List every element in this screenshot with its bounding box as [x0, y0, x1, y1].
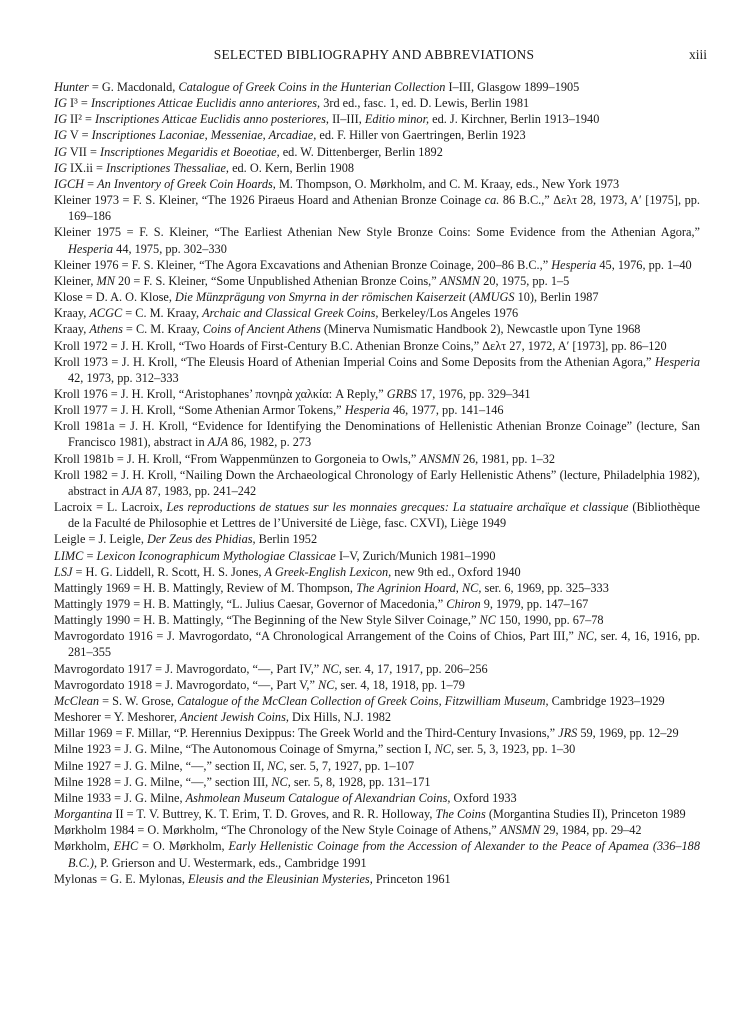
entry-text: Berlin 1952 — [255, 532, 318, 547]
running-head — [0, 44, 748, 64]
entry-italic-text: Hesperia — [551, 257, 597, 272]
entry-italic-text: The Coins — [435, 807, 486, 822]
entry-text: I–V, Zurich/Munich 1981–1990 — [335, 548, 496, 563]
entry-italic-text: IGCH — [54, 176, 85, 191]
bibliography-entry — [54, 354, 700, 386]
bibliography-entry — [54, 564, 700, 580]
entry-text: 44, 1975, pp. 302–330 — [113, 241, 227, 256]
bibliography-entry — [54, 499, 700, 531]
entry-text: 86 B.C.,” Δελτ 28, 1973, Α′ [1975], pp. 169–186 — [68, 193, 700, 224]
entry-text: Klose = D. A. O. Klose, — [54, 290, 176, 305]
entry-text: II = T. V. Buttrey, K. T. Erim, T. D. Groves, and R. R. Holloway, — [112, 807, 436, 822]
bibliography-entry — [54, 725, 700, 741]
page-title: SELECTED BIBLIOGRAPHY AND ABBREVIATIONS — [213, 47, 535, 62]
entry-text: Mavrogordato 1916 = J. Mavrogordato, “A Chronological Arrangement of the Coins of Chios, Part III,” — [54, 629, 578, 644]
entry-italic-text: Hesperia — [654, 354, 700, 369]
entry-text: VII = — [66, 144, 100, 159]
entry-text: Kleiner 1973 = F. S. Kleiner, “The 1926 Piraeus Hoard and Athenian Bronze Coinage — [54, 193, 485, 208]
entry-italic-text: IG — [54, 96, 67, 111]
entry-text: ed. W. Dittenberger, Berlin 1892 — [279, 144, 443, 159]
entry-text: M. Thompson, O. Mørkholm, and C. M. Kraay, eds., New York 1973 — [275, 176, 620, 191]
bibliography-entry — [54, 79, 700, 95]
bibliography-entry — [54, 548, 700, 564]
entry-italic-text: Morgantina — [54, 807, 113, 822]
entry-text: V = — [66, 128, 92, 143]
entry-text: ed. O. Kern, Berlin 1908 — [229, 160, 354, 175]
entry-text: ser. 5, 8, 1928, pp. 131–171 — [290, 774, 431, 789]
entry-text: ser. 6, 1969, pp. 325–333 — [481, 580, 609, 595]
entry-italic-text: Catalogue of Greek Coins in the Hunterian Collection — [178, 80, 446, 94]
entry-italic-text: Inscriptiones Thessaliae, — [106, 160, 229, 175]
bibliography-entry — [54, 192, 700, 224]
entry-italic-text: ANSMN — [419, 451, 460, 466]
bibliography-entry — [54, 596, 700, 612]
entry-text: Mørkholm 1984 = O. Mørkholm, “The Chronology of the New Style Coinage of Athens,” — [54, 823, 500, 838]
entry-italic-text: IG — [54, 144, 67, 159]
bibliography-entry — [54, 806, 700, 822]
entry-italic-text: Les reproductions de statues sur les monnaies grecques: La statuaire archaïque et classique — [166, 500, 629, 515]
entry-text: Oxford 1933 — [450, 790, 517, 805]
entry-text: = C. M. Kraay, — [122, 322, 203, 337]
entry-text: 3rd ed., fasc. 1, ed. D. Lewis, Berlin 1981 — [320, 96, 530, 111]
bibliography-entry — [54, 127, 700, 143]
entry-italic-text: Coins of Ancient Athens — [202, 322, 321, 337]
bibliography-entry — [54, 467, 700, 499]
entry-text: Kleiner, — [54, 273, 97, 288]
entry-text: ed. J. Kirchner, Berlin 1913–1940 — [429, 112, 600, 127]
bibliography-entry — [54, 338, 700, 354]
bibliography-entry — [54, 709, 700, 725]
entry-text: 42, 1973, pp. 312–333 — [68, 370, 179, 385]
entry-text: Kraay, — [54, 322, 90, 337]
bibliography-entry — [54, 257, 700, 273]
entry-text: I³ = — [66, 96, 91, 111]
entry-italic-text: NC, — [577, 629, 598, 644]
entry-text: Milne 1923 = J. G. Milne, “The Autonomous Coinage of Smyrna,” section I, — [54, 742, 435, 757]
entry-text: 20, 1975, pp. 1–5 — [480, 273, 570, 288]
entry-italic-text: LSJ — [54, 564, 73, 579]
bibliography-entry — [54, 531, 700, 547]
entry-italic-text: Catalogue of the McClean Collection of Greek Coins, Fitzwilliam Museum, — [177, 693, 549, 708]
entry-italic-text: NC, — [267, 758, 287, 773]
entry-italic-text: NC — [479, 613, 496, 628]
bibliography-entry — [54, 790, 700, 806]
entry-italic-text: IG — [54, 128, 67, 143]
entry-text: Kleiner 1975 = F. S. Kleiner, “The Earliest Athenian New Style Bronze Coins: Some Evidence from the Athenian Agora,” — [54, 225, 700, 240]
bibliography-entry — [54, 111, 700, 127]
entry-text: Kroll 1973 = J. H. Kroll, “The Eleusis Hoard of Athenian Imperial Coins and Some Deposits from the Athenian Agora,” — [54, 354, 655, 369]
entry-text: IX.ii = — [66, 160, 107, 175]
entry-text: P. Grierson and U. Westermark, eds., Cambridge 1991 — [97, 855, 367, 870]
entry-italic-text: Inscriptiones Megaridis et Boeotiae, — [100, 144, 280, 159]
entry-italic-text: Chiron — [446, 597, 481, 611]
bibliography-entry — [54, 224, 700, 256]
bibliography-list — [54, 79, 700, 887]
entry-italic-text: Hesperia — [68, 241, 114, 256]
entry-italic-text: A Greek-English Lexicon, — [264, 564, 392, 579]
bibliography-entry — [54, 822, 700, 838]
entry-italic-text: Early Hellenistic Coinage from the Accession of Alexander to the Peace of Apamea (336–188 B.C.), — [68, 839, 700, 870]
bibliography-entry — [54, 838, 700, 870]
entry-text: = C. M. Kraay, — [122, 306, 203, 321]
bibliography-entry — [54, 741, 700, 757]
bibliography-entry — [54, 402, 700, 418]
entry-italic-text: ANSMN — [499, 823, 541, 838]
entry-text: = — [83, 548, 97, 563]
entry-italic-text: NC, — [322, 661, 342, 676]
entry-italic-text: LIMC — [54, 548, 84, 563]
entry-text: = O. Mørkholm, — [138, 839, 229, 854]
entry-text: Kraay, — [54, 306, 90, 321]
entry-italic-text: Lexicon Iconographicum Mythologiae Classicae — [96, 548, 336, 563]
entry-text: Milne 1927 = J. G. Milne, “—,” section II, — [54, 758, 268, 773]
entry-text: 87, 1983, pp. 241–242 — [142, 483, 257, 498]
entry-text: 29, 1984, pp. 29–42 — [540, 823, 642, 838]
bibliography-entry — [54, 628, 700, 660]
entry-text: Princeton 1961 — [372, 871, 451, 886]
bibliography-entry — [54, 693, 700, 709]
entry-text: ser. 5, 7, 1927, pp. 1–107 — [286, 758, 415, 773]
entry-text: ser. 4, 18, 1918, pp. 1–79 — [337, 677, 465, 692]
entry-italic-text: Der Zeus des Phidias, — [146, 532, 256, 547]
entry-text: 59, 1969, pp. 12–29 — [577, 726, 679, 741]
entry-italic-text: NC, — [318, 677, 338, 692]
entry-italic-text: Ancient Jewish Coins, — [179, 710, 289, 725]
entry-text: Kroll 1981b = J. H. Kroll, “From Wappenmünzen to Gorgoneia to Owls,” — [54, 451, 420, 466]
entry-text: 9, 1979, pp. 147–167 — [480, 597, 589, 611]
entry-italic-text: IG — [54, 112, 67, 127]
entry-text: Mattingly 1990 = H. B. Mattingly, “The Beginning of the New Style Silver Coinage,” — [54, 613, 480, 628]
entry-text: (Morgantina Studies II), Princeton 1989 — [485, 807, 686, 822]
entry-text: Dix Hills, N.J. 1982 — [288, 710, 392, 725]
entry-text: Berkeley/Los Angeles 1976 — [378, 306, 519, 321]
entry-italic-text: Eleusis and the Eleusinian Mysteries, — [188, 871, 373, 886]
bibliography-entry — [54, 661, 700, 677]
entry-text: Lacroix = L. Lacroix, — [54, 500, 167, 515]
entry-italic-text: EHC — [113, 839, 139, 854]
entry-italic-text: MN — [96, 273, 115, 288]
bibliography-entry — [54, 321, 700, 337]
entry-text: = — [84, 176, 98, 191]
entry-text: (Bibliothèque de la Faculté de Philosophie et Lettres de l’Université de Liège, fasc. CXVI), Liège 1949 — [68, 500, 700, 531]
entry-text: Mavrogordato 1917 = J. Mavrogordato, “—, Part IV,” — [54, 661, 323, 676]
entry-italic-text: Archaic and Classical Greek Coins, — [202, 306, 379, 321]
entry-text: Millar 1969 = F. Millar, “P. Herennius Dexippus: The Greek World and the Third-Century Invasions,” — [54, 726, 559, 741]
entry-italic-text: AJA — [121, 483, 143, 498]
entry-text: Mylonas = G. E. Mylonas, — [54, 871, 188, 886]
entry-text: Mavrogordato 1918 = J. Mavrogordato, “—, Part V,” — [54, 677, 318, 692]
entry-italic-text: Hunter — [54, 80, 89, 94]
entry-text: Mattingly 1969 = H. B. Mattingly, Review of M. Thompson, — [54, 580, 357, 595]
entry-text: ser. 4, 16, 1916, pp. 281–355 — [68, 629, 700, 660]
entry-text: ( — [465, 290, 473, 305]
entry-text: new 9th ed., Oxford 1940 — [391, 564, 521, 579]
entry-text: Mattingly 1979 = H. B. Mattingly, “L. Julius Caesar, Governor of Macedonia,” — [54, 597, 447, 611]
entry-text: Meshorer = Y. Meshorer, — [54, 710, 180, 725]
entry-italic-text: Athens — [89, 322, 123, 337]
entry-italic-text: ca. — [484, 193, 500, 208]
bibliography-entry — [54, 677, 700, 693]
entry-text: = S. W. Grose, — [99, 693, 178, 708]
bibliography-entry — [54, 176, 700, 192]
bibliography-entry — [54, 758, 700, 774]
entry-italic-text: Die Münzprägung von Smyrna in der römischen Kaiserzeit — [175, 290, 466, 305]
entry-text: = H. G. Liddell, R. Scott, H. S. Jones, — [72, 564, 265, 579]
entry-text: Leigle = J. Leigle, — [54, 532, 147, 547]
bibliography-entry — [54, 273, 700, 289]
page-number: xiii — [688, 47, 707, 62]
entry-text: Mørkholm, — [54, 839, 114, 854]
entry-text: Kroll 1976 = J. H. Kroll, “Aristophanes’ πονηρὰ χαλκία: A Reply,” — [54, 386, 387, 401]
entry-italic-text: NC, — [434, 742, 455, 757]
entry-text: I–III, Glasgow 1899–1905 — [445, 80, 580, 94]
entry-italic-text: McClean — [54, 693, 100, 708]
entry-italic-text: AMUGS — [472, 290, 515, 305]
entry-text: II² = — [66, 112, 96, 127]
entry-text: Kroll 1982 = J. H. Kroll, “Nailing Down the Archaeological Chronology of Early Hellenistic Athens” (lecture, Philadelphia 1982), abstract in — [54, 467, 700, 498]
entry-italic-text: Inscriptiones Atticae Euclidis anno anteriores, — [90, 96, 321, 111]
entry-text: ed. F. Hiller von Gaertringen, Berlin 1923 — [316, 128, 526, 143]
entry-italic-text: AJA — [207, 435, 229, 450]
entry-text: Kleiner 1976 = F. S. Kleiner, “The Agora Excavations and Athenian Bronze Coinage, 200–86 B.C.,” — [54, 257, 552, 272]
entry-text: = G. Macdonald, — [88, 80, 179, 94]
bibliography-entry — [54, 580, 700, 596]
entry-text: II–III, — [329, 112, 365, 127]
entry-italic-text: Inscriptiones Laconiae, Messeniae, Arcadiae, — [91, 128, 317, 143]
bibliography-entry — [54, 451, 700, 467]
entry-italic-text: An Inventory of Greek Coin Hoards, — [97, 176, 276, 191]
entry-italic-text: Ashmolean Museum Catalogue of Alexandrian Coins, — [185, 790, 451, 805]
entry-text: 17, 1976, pp. 329–341 — [416, 386, 531, 401]
entry-text: 86, 1982, p. 273 — [228, 435, 312, 450]
entry-text: Kroll 1981a = J. H. Kroll, “Evidence for Identifying the Denominations of Hellenistic Athenian Bronze Coinage” (lecture, San Francisco 1981), abstract in — [54, 419, 700, 450]
entry-text: Cambridge 1923–1929 — [548, 693, 665, 708]
entry-italic-text: Hesperia — [344, 403, 390, 418]
entry-text: Milne 1928 = J. G. Milne, “—,” section III, — [54, 774, 272, 789]
entry-text: ser. 5, 3, 1923, pp. 1–30 — [454, 742, 576, 757]
bibliography-entry — [54, 144, 700, 160]
bibliography-entry — [54, 289, 700, 305]
entry-italic-text: ACGC — [89, 306, 123, 321]
bibliography-entry — [54, 386, 700, 402]
bibliography-entry — [54, 95, 700, 111]
entry-italic-text: The Agrinion Hoard, NC, — [356, 580, 482, 595]
entry-text: Kroll 1977 = J. H. Kroll, “Some Athenian Armor Tokens,” — [54, 403, 345, 418]
entry-text: ser. 4, 17, 1917, pp. 206–256 — [341, 661, 488, 676]
bibliography-entry — [54, 418, 700, 450]
entry-text: Milne 1933 = J. G. Milne, — [54, 790, 186, 805]
entry-text: 45, 1976, pp. 1–40 — [596, 257, 692, 272]
entry-italic-text: GRBS — [386, 386, 417, 401]
entry-italic-text: Editio minor, — [364, 112, 430, 127]
bibliography-entry — [54, 612, 700, 628]
entry-italic-text: ANSMN — [439, 273, 481, 288]
bibliography-entry — [54, 774, 700, 790]
bibliography-entry — [54, 160, 700, 176]
entry-text: Kroll 1972 = J. H. Kroll, “Two Hoards of First-Century B.C. Athenian Bronze Coins,” Δελτ 27, 1972, Α′ [1973], pp. 86–120 — [54, 338, 667, 353]
entry-text: (Minerva Numismatic Handbook 2), Newcastle upon Tyne 1968 — [320, 322, 641, 337]
entry-text: 150, 1990, pp. 67–78 — [495, 613, 604, 628]
bibliography-entry — [54, 871, 700, 887]
entry-italic-text: JRS — [558, 726, 578, 741]
entry-text: 46, 1977, pp. 141–146 — [389, 403, 504, 418]
entry-italic-text: NC, — [271, 774, 291, 789]
entry-text: 10), Berlin 1987 — [514, 290, 599, 305]
entry-italic-text: Inscriptiones Atticae Euclidis anno posteriores, — [95, 112, 329, 127]
entry-text: 20 = F. S. Kleiner, “Some Unpublished Athenian Bronze Coins,” — [114, 273, 440, 288]
entry-italic-text: IG — [54, 160, 67, 175]
entry-text: 26, 1981, pp. 1–32 — [459, 451, 556, 466]
bibliography-entry — [54, 305, 700, 321]
